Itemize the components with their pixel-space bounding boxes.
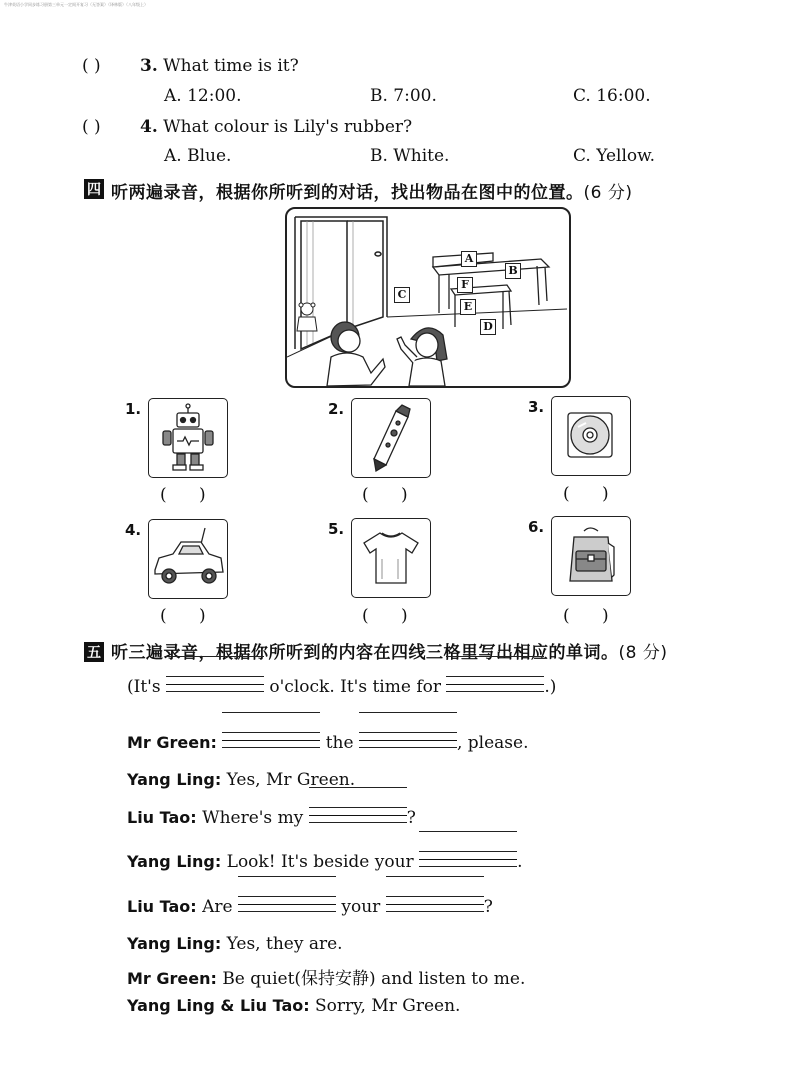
section5-icon: 五	[84, 642, 104, 662]
schoolbag-icon	[552, 517, 630, 595]
line4-text-a: Where's my	[202, 808, 304, 828]
item-1-box	[148, 398, 228, 478]
section4-title	[111, 178, 632, 203]
item-1-number: 1.	[125, 400, 142, 418]
item-2-answer[interactable]: ( )	[362, 485, 408, 505]
speaker-label: Yang Ling:	[127, 934, 222, 953]
speaker-label: Mr Green:	[127, 969, 217, 988]
tshirt-icon	[352, 519, 430, 597]
q4-option-a: A. Blue.	[164, 146, 232, 166]
answer-paren-q4[interactable]: ( )	[82, 117, 101, 137]
item-6-box	[551, 516, 631, 596]
item-2-number: 2.	[328, 400, 345, 418]
speaker-label: Liu Tao:	[127, 897, 197, 916]
item-3-answer[interactable]: ( )	[563, 484, 609, 504]
q3-option-c: C. 16:00.	[573, 86, 651, 106]
line5-text-b: .	[517, 852, 523, 872]
line6-text-b: your	[341, 897, 381, 917]
item-4-answer[interactable]: ( )	[160, 606, 206, 626]
q4-number: 4.	[140, 117, 158, 137]
q3-number: 3.	[140, 56, 158, 76]
item-5-number: 5.	[328, 520, 345, 538]
q4-stem: What colour is Lily's rubber?	[163, 117, 413, 137]
crayon-icon	[352, 399, 430, 477]
room-scene	[285, 207, 571, 388]
scene-label-a: A	[461, 251, 477, 267]
line3-text: Yes, Mr Green.	[226, 770, 356, 790]
line1-text-a: (It's	[127, 677, 161, 697]
room-scene-drawing	[287, 209, 569, 386]
q3-stem: What time is it?	[163, 56, 299, 76]
speaker-label: Yang Ling:	[127, 770, 222, 789]
writing-blank[interactable]	[166, 678, 264, 692]
writing-blank[interactable]	[386, 898, 484, 912]
boy-icon	[327, 322, 385, 386]
line2-text-b: , please.	[456, 733, 529, 753]
robot-icon	[149, 399, 227, 477]
writing-blank[interactable]	[238, 898, 336, 912]
section4-icon: 四	[84, 179, 104, 199]
doll-icon	[297, 303, 317, 331]
desk-icon	[433, 253, 549, 329]
writing-blank[interactable]	[446, 678, 544, 692]
speaker-label: Liu Tao:	[127, 808, 197, 827]
item-3-box	[551, 396, 631, 476]
dialog-line-2	[127, 733, 528, 753]
line6-text-c: ?	[483, 897, 493, 917]
writing-blank[interactable]	[359, 734, 457, 748]
section5-points: (8 分)	[618, 643, 668, 663]
dialog-line-6	[127, 897, 493, 917]
item-2-box	[351, 398, 431, 478]
dialog-line-9	[127, 996, 460, 1016]
line7-text: Yes, they are.	[226, 934, 343, 954]
scene-label-f: F	[457, 277, 473, 293]
item-1-answer[interactable]: ( )	[160, 485, 206, 505]
dialog-line-7	[127, 934, 343, 954]
speaker-label: Mr Green:	[127, 733, 217, 752]
writing-blank[interactable]	[222, 734, 320, 748]
line6-text-a: Are	[202, 897, 233, 917]
q3-option-a: A. 12:00.	[164, 86, 242, 106]
item-4-number: 4.	[125, 521, 142, 539]
section5-title-text: 听三遍录音，根据你所听到的内容在四线三格里写出相应的单词。	[111, 643, 619, 663]
q4-option-c: C. Yellow.	[573, 146, 656, 166]
q4-option-b: B. White.	[370, 146, 450, 166]
speaker-label: Yang Ling:	[127, 852, 222, 871]
cd-icon	[552, 397, 630, 475]
item-3-number: 3.	[528, 398, 545, 416]
line5-text-a: Look! It's beside your	[226, 852, 414, 872]
q3-option-b: B. 7:00.	[370, 86, 437, 106]
section4-title-text: 听两遍录音，根据你所听到的对话，找出物品在图中的位置。	[111, 183, 584, 203]
speaker-label: Yang Ling & Liu Tao:	[127, 996, 310, 1015]
line1-text-c: .)	[544, 677, 557, 697]
writing-blank[interactable]	[309, 809, 407, 823]
line2-text-a: the	[325, 733, 354, 753]
line4-text-b: ?	[406, 808, 416, 828]
item-5-box	[351, 518, 431, 598]
scene-label-d: D	[480, 319, 496, 335]
line9-text: Sorry, Mr Green.	[315, 996, 461, 1016]
page-header: 牛津英语小学同步练习册第三单元一定间开复习（无答案）（译林版）（八年级上）	[4, 2, 148, 7]
dialog-line-4	[127, 808, 416, 828]
section4-points: (6 分)	[583, 183, 633, 203]
dialog-line-8	[127, 964, 525, 989]
scene-label-e: E	[460, 299, 476, 315]
dialog-line-1	[127, 677, 556, 697]
scene-label-c: C	[394, 287, 410, 303]
item-6-number: 6.	[528, 518, 545, 536]
answer-paren-q3[interactable]: ( )	[82, 56, 101, 76]
section5-title	[111, 638, 667, 663]
line1-text-b: o'clock. It's time for	[269, 677, 441, 697]
girl-icon	[397, 328, 447, 386]
dialog-line-5	[127, 852, 522, 872]
item-6-answer[interactable]: ( )	[563, 606, 609, 626]
writing-blank[interactable]	[419, 853, 517, 867]
car-icon	[149, 520, 227, 598]
item-4-box	[148, 519, 228, 599]
item-5-answer[interactable]: ( )	[362, 606, 408, 626]
line8-text: Be quiet(保持安静) and listen to me.	[222, 969, 526, 989]
scene-label-b: B	[505, 263, 521, 279]
